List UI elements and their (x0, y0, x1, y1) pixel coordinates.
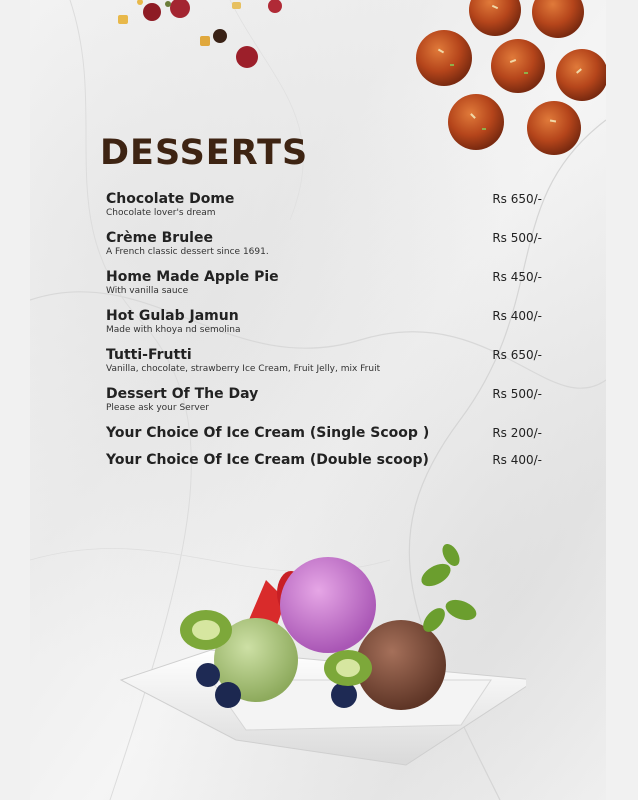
item-name: Crème Brulee (106, 230, 213, 246)
item-name: Chocolate Dome (106, 191, 235, 207)
menu-item (106, 346, 542, 375)
item-price: Rs 400/- (492, 309, 542, 323)
ice-cream-bowl-image (116, 530, 526, 780)
item-description: Vanilla, chocolate, strawberry Ice Cream, Fruit Jelly, mix Fruit (106, 364, 381, 374)
item-price: Rs 450/- (492, 270, 542, 284)
menu-item (106, 229, 542, 258)
menu-item (106, 385, 542, 414)
item-price: Rs 200/- (492, 426, 542, 440)
item-description: Made with khoya nd semolina (106, 325, 241, 335)
item-description: Chocolate lover's dream (106, 208, 216, 218)
menu-item (106, 424, 542, 442)
item-name: Home Made Apple Pie (106, 269, 279, 285)
item-name: Tutti-Frutti (106, 347, 192, 363)
dried-fruits-image (110, 0, 290, 80)
menu-title: DESSERTS (100, 133, 309, 173)
item-price: Rs 500/- (492, 387, 542, 401)
item-description: Please ask your Server (106, 403, 209, 413)
item-price: Rs 650/- (492, 192, 542, 206)
menu-item (106, 190, 542, 219)
menu-item (106, 451, 542, 469)
item-name: Your Choice Of Ice Cream (Double scoop) (106, 452, 429, 468)
item-name: Hot Gulab Jamun (106, 308, 239, 324)
menu-page (30, 0, 606, 800)
item-price: Rs 650/- (492, 348, 542, 362)
item-description: With vanilla sauce (106, 286, 189, 296)
item-description: A French classic dessert since 1691. (106, 247, 269, 257)
gulab-jamun-image (410, 0, 606, 175)
item-price: Rs 500/- (492, 231, 542, 245)
item-price: Rs 400/- (492, 453, 542, 467)
item-name: Your Choice Of Ice Cream (Single Scoop ) (106, 425, 430, 441)
right-margin (606, 0, 638, 800)
left-margin (0, 0, 30, 800)
menu-item (106, 268, 542, 297)
item-name: Dessert Of The Day (106, 386, 259, 402)
menu-item (106, 307, 542, 336)
